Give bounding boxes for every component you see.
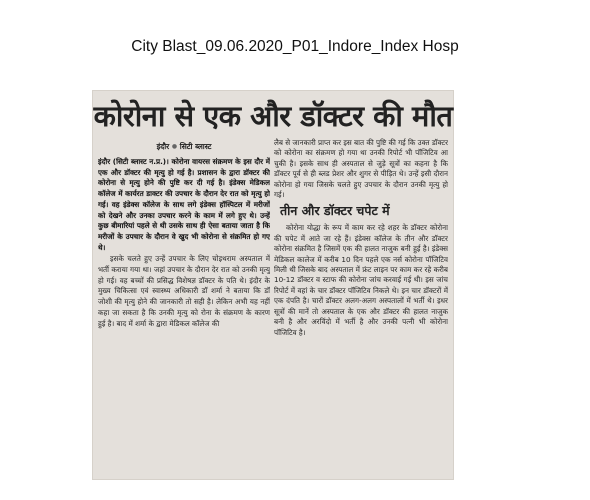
left-column (98, 142, 270, 476)
subheading: तीन और डॉक्टर चपेट में (280, 203, 390, 219)
dateline (98, 142, 270, 152)
right-paragraph-1: लैब से जानकारी प्राप्त कर इस बात की पुष्टि की गई कि उक्त डॉक्टर को कोरोना का संक्रमण हो गया था उनकी रिपोर्ट भी पॉजिटिव आ चुकी है। इसके साथ ही अस्पताल से जुड़े सूत्रों का कहना है कि डॉक्टर पूर्व से ही ब्लड प्रेशर और शुगर से पीड़ित थे। उन्हें इसी दौरान कोरोना हो गया जिसके चलते हुए उपचार के दौरान उनकी मृत्यु हो गई। (274, 138, 448, 200)
newspaper-clipping (92, 90, 454, 480)
left-paragraph-2: इसके चलते हुए उन्हें उपचार के लिए चोइथराम अस्पताल में भर्ती कराया गया था। जहां उपचार के दौरान देर रात को उनकी मृत्यु हो गई। वह बच्चों की प्रसिद्ध विशेषज्ञ डॉक्टर के पति थे। इंदौर के मुख्य चिकित्सा एवं स्वास्थ्य अधिकारी डॉ शर्मा ने बताया कि डॉ जोशी की मृत्यु होने की जानकारी तो सही है। लेकिन अभी यह नहीं कहा जा सकता है कि उनकी मृत्यु को रोना के संक्रमण के कारण हुई है। बाद में शर्मा के द्वारा मेडिकल कॉलेज की (98, 254, 270, 328)
dateline-city: इंदौर (156, 142, 170, 151)
right-paragraph-2: कोरोना योद्धा के रूप में काम कर रहे शहर के डॉक्टर कोरोना की चपेट में आते जा रहे हैं। इंडेक्स कॉलेज के तीन और डॉक्टर कोरोना संक्रमित है जिसमें एक की हालत नाजुक बनी हुई है। इंडेक्स मेडिकल कालेज में करीब 10 दिन पहले एक नर्स कोरोना पॉजिटिव मिली थी जिसके बाद अस्पताल में फ्रंट लाइन पर काम कर रहे करीब 10-12 डॉक्टर व स्टाफ की कोरोना जांच करवाई गई थी। इस जांच रिपोर्ट में वहां के चार डॉक्टर पॉजिटिव निकले थे। इन चार डॉक्टरों में एक दंपति है। चारों डॉक्टर अलग-अलग अस्पतालों में भर्ती थे। इधर सूत्रों की मानें तो अस्पताल के एक और डॉक्टर की हालत नाजुक बनी है और अरविंदो में भर्ती है और उनकी पत्नी भी कोरोना पॉजिटिव है। (274, 223, 448, 337)
dateline-paper: सिटी ब्लास्ट (179, 142, 212, 151)
left-paragraph-1: इंदौर (सिटी ब्लास्ट न.प्र.)। कोरोना वायरस संक्रमण के इस दौर में एक और डॉक्टर की मृत्यु हो गई है। प्रशासन के द्वारा डॉक्टर की कोरोना से मृत्यु होने की पुष्टि कर दी गई है। इंडेक्स मेडिकल कॉलेज में कार्यरत डाक्टर की उपचार के दौरान देर रात को मृत्यु हो गई। वह इंडेक्स कॉलेज के साथ लगे इंडेक्स हॉस्पिटल में मरीजों को देखने और उनका उपचार करने के काम में लगे हुए थे। उन्हें कुछ बीमारियां पहले से थी उसके साथ ही ऐसा बताया जाता है कि मरीजों के उपचार के दौरान वे खुद भी कोरोना से संक्रमित हो गए थे। (98, 157, 270, 252)
file-caption: City Blast_09.06.2020_P01_Indore_Index Hosp (131, 38, 459, 55)
right-column (274, 138, 448, 472)
bullet-icon: ● (171, 143, 178, 150)
headline: कोरोना से एक और डॉक्टर की मौत (93, 99, 453, 133)
